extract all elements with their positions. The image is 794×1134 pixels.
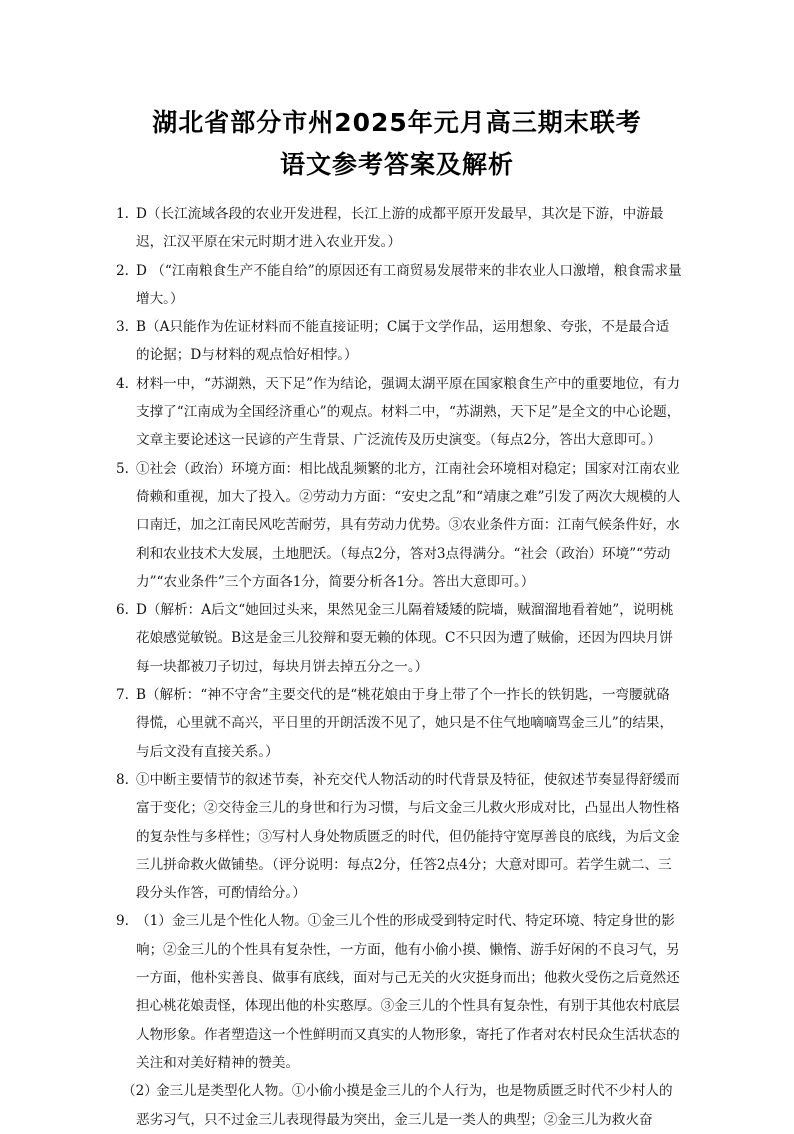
answer-number: 1. — [116, 206, 129, 222]
answer-number: 8. — [116, 771, 129, 788]
answer-text: ①社会（政治）环境方面：相比战乱频繁的北方，江南社会环境相对稳定；国家对江南农业倚赖和重视，加大了投入。②劳动力方面：“安史之乱”和“靖康之难”引发了两次大规模的人口南迁，加之江南民风吃苦耐劳，具有劳动力优势。③农业条件方面：江南气候条件好，水利和农业技术大发展，土地肥沃。（每点2分，答对3点得满分。“社会（政治）环境”“劳动力”“农业条件”三个方面各1分，简要分析各1分。答出大意即可。） — [136, 460, 681, 590]
answer-number: 2. — [116, 262, 129, 279]
document-subtitle: 语文参考答案及解析 — [279, 150, 514, 179]
answer-subnumber: （2） — [122, 1083, 158, 1100]
answer-item-9-part-2 — [116, 1077, 682, 1134]
answer-number: 5. — [116, 460, 129, 477]
answer-text: B（解析：“神不守舍”主要交代的是“桃花娘由于身上带了个一拃长的铁钥匙，一弯腰就硌得慌，心里就不高兴，平日里的开朗活泼不见了，她只是不住气地嘀嘀骂金三儿”的结果，与后文没有直接关系。） — [136, 687, 674, 760]
answer-text: ①中断主要情节的叙述节奏，补充交代人物活动的时代背景及特征，使叙述节奏显得舒缓而富于变化；②交待金三儿的身世和行为习惯，与后文金三儿救火形成对比，凸显出人物性格的复杂性与多样性；③写村人身处物质匮乏的时代，但仍能持守宽厚善良的底线，为后文金三儿拼命救火做铺垫。（评分说明：每点2分，任答2点4分；大意对即可。若学生就二、三段分头作答，可酌情给分。） — [136, 771, 680, 902]
answer-item-5 — [116, 455, 682, 596]
answer-text: D （“江南粮食生产不能自给”的原因还有工商贸易发展带来的非农业人口激增，粮食需求量增大。） — [136, 262, 682, 307]
answer-item-6 — [116, 596, 682, 681]
answer-text: （1）金三儿是个性化人物。①金三儿个性的形成受到特定时代、特定环境、特定身世的影响；②金三儿的个性具有复杂性，一方面，他有小偷小摸、懒惰、游手好闲的不良习气，另一方面，他朴实善良、做事有底线，面对与己无关的火灾挺身而出；他救火受伤之后竟然还担心桃花娘责怪，体现出他的朴实憨厚。③金三儿的个性具有复杂性，有别于其他农村底层人物形象。作者塑造这一个性鲜明而又真实的人物形象，寄托了作者对农村民众生活状态的关注和对美好精神的赞美。 — [136, 913, 680, 1071]
answer-number: 6. — [116, 602, 129, 619]
answer-text: B（A只能作为佐证材料而不能直接证明；C属于文学作品，运用想象、夸张，不是最合适的论据；D与材料的观点恰好相悖。） — [136, 319, 670, 364]
answer-item-8 — [116, 766, 682, 907]
document-title: 湖北省部分市州2025年元月高三期末联考 — [152, 108, 642, 137]
answer-item-4 — [116, 370, 682, 455]
answer-text: 材料一中，“苏湖熟，天下足”作为结论，强调太湖平原在国家粮食生产中的重要地位，有力支撑了“江南成为全国经济重心”的观点。材料二中，“苏湖熟，天下足”是全文的中心论题，文章主要论述这一民谚的产生背景、广泛流传及历史演变。（每点2分，答出大意即可。） — [136, 375, 681, 449]
answer-text: D（长江流域各段的农业开发进程，长江上游的成都平原开发最早，其次是下游，中游最迟，江汉平原在宋元时期才进入农业开发。） — [136, 206, 664, 251]
answer-item-1 — [116, 200, 682, 257]
answer-item-7 — [116, 681, 682, 766]
answer-item-2 — [116, 257, 682, 314]
answer-number: 7. — [116, 687, 129, 704]
answer-text: D（解析：A后文“她回过头来，果然见金三儿隔着矮矮的院墙，贼溜溜地看着她”，说明桃花娘感觉敏锐。B这是金三儿狡辩和耍无赖的体现。C不只因为遭了贼偷，还因为四块月饼每一块都被刀子切过，每块月饼去掉五分之一。） — [136, 602, 674, 675]
answer-item-3 — [116, 313, 682, 370]
answer-number: 3. — [116, 319, 129, 336]
answer-item-9 — [116, 907, 682, 1077]
answer-number: 9. — [116, 913, 129, 930]
answer-list — [116, 200, 682, 1134]
answer-number: 4. — [116, 375, 129, 392]
answer-text: 金三儿是类型化人物。①小偷小摸是金三儿的个人行为，也是物质匮乏时代不少村人的恶劣习气，只不过金三儿表现得最为突出，金三儿是一类人的典型；②金三儿为救火奋 — [136, 1083, 673, 1128]
